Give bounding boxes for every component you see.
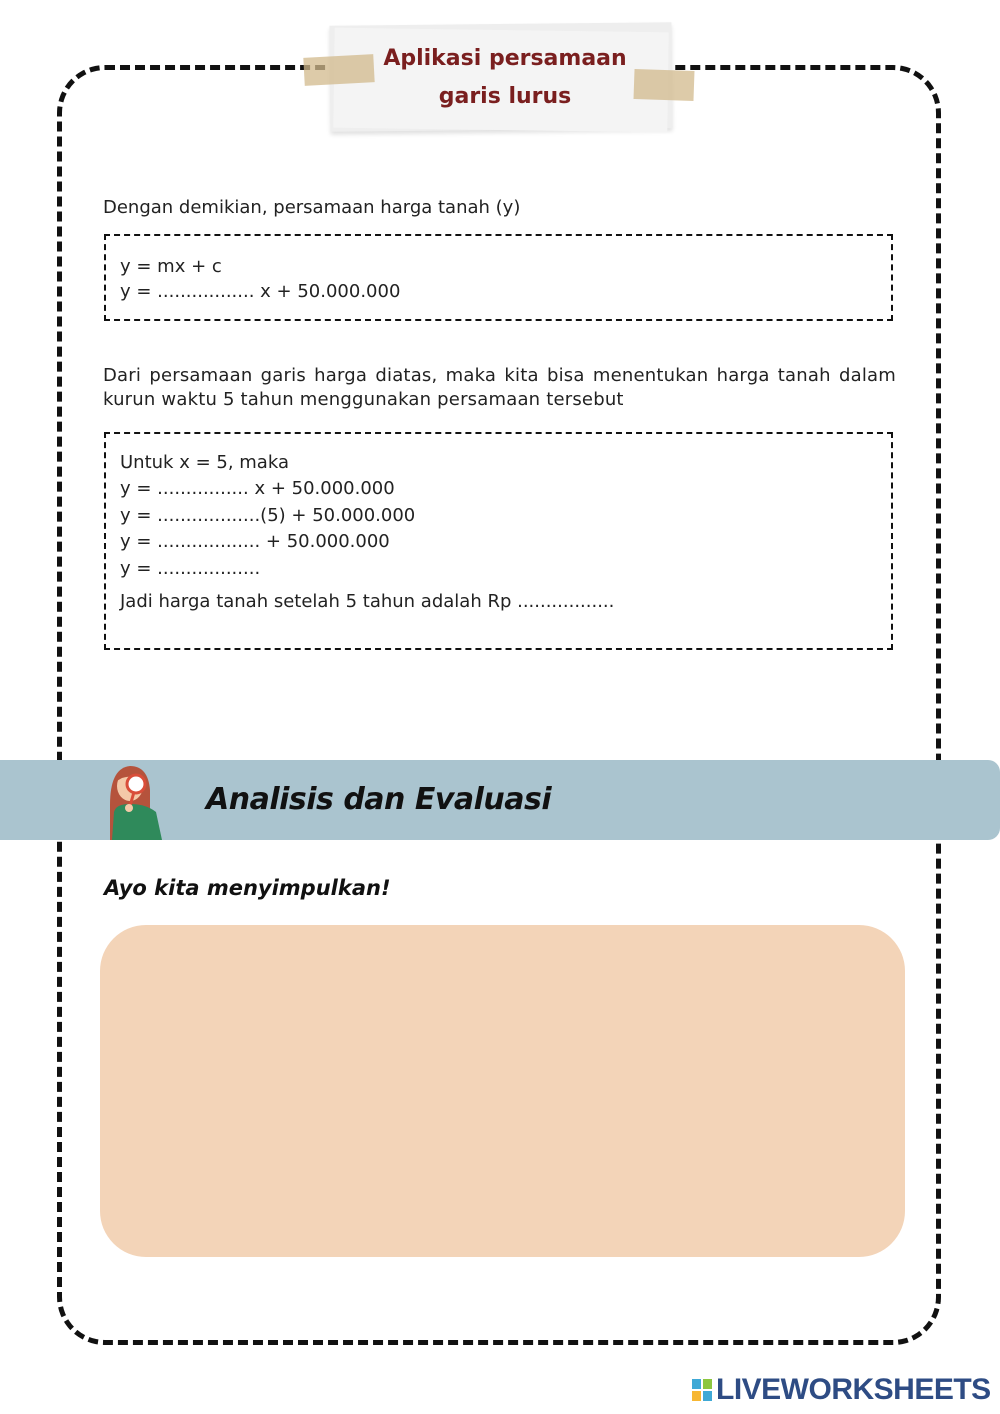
calc-conclusion-line[interactable]: Jadi harga tanah setelah 5 tahun adalah Rp .................	[120, 591, 615, 612]
calc-line-4[interactable]: y = .................. + 50.000.000	[120, 531, 390, 552]
girl-with-magnifier-icon	[100, 760, 172, 840]
section1-intro: Dengan demikian, persamaan harga tanah (y)	[103, 197, 521, 218]
calc-line-5[interactable]: y = ..................	[120, 558, 261, 579]
liveworksheets-logo	[692, 1372, 991, 1408]
title-line-2: garis lurus	[438, 84, 572, 109]
section2-intro: Dari persamaan garis harga diatas, maka kita bisa menentukan harga tanah dalam kurun waktu 5 tahun menggunakan persamaan tersebut	[103, 365, 896, 410]
equation-line-2[interactable]: y = ................. x + 50.000.000	[120, 281, 401, 302]
calc-line-2[interactable]: y = ................ x + 50.000.000	[120, 478, 395, 499]
equation-box	[104, 234, 893, 321]
conclusion-answer-box[interactable]	[100, 925, 905, 1257]
calc-line-3[interactable]: y = ..................(5) + 50.000.000	[120, 505, 416, 526]
title-line-1: Aplikasi persamaan	[383, 46, 627, 71]
logo-text: LIVEWORKSHEETS	[716, 1373, 991, 1406]
liveworksheets-icon	[692, 1379, 712, 1401]
conclusion-heading: Ayo kita menyimpulkan!	[104, 876, 391, 900]
band-title: Analisis dan Evaluasi	[206, 782, 552, 817]
calc-line-1: Untuk x = 5, maka	[120, 452, 289, 473]
page-title	[340, 40, 670, 116]
equation-line-1: y = mx + c	[120, 256, 222, 277]
